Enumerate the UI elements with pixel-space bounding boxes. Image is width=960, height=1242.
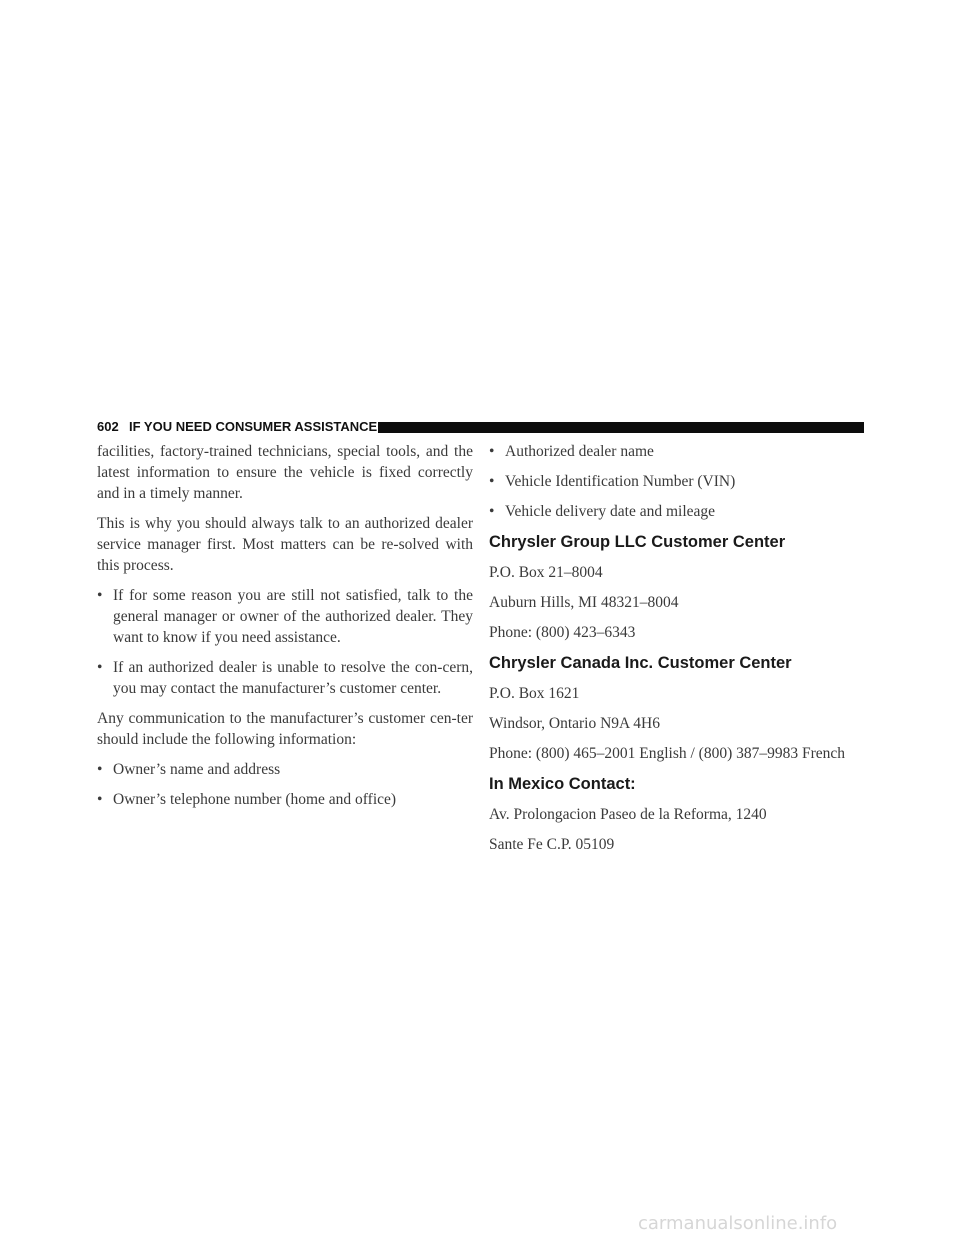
bullet-item: • Vehicle delivery date and mileage <box>489 501 869 522</box>
bullet-item: • If for some reason you are still not satisfied, talk to the general manager or owner of the authorized dealer. They want to know if you need assistance. <box>97 585 473 648</box>
bullet-item: • If an authorized dealer is unable to resolve the con-cern, you may contact the manufacturer’s customer center. <box>97 657 473 699</box>
address-line: Auburn Hills, MI 48321–8004 <box>489 594 679 611</box>
address-line: Av. Prolongacion Paseo de la Reforma, 1240 <box>489 806 767 823</box>
address-line: Windsor, Ontario N9A 4H6 <box>489 715 660 732</box>
left-column <box>97 441 473 810</box>
right-column <box>489 441 869 855</box>
paragraph: Any communication to the manufacturer’s customer cen-ter should include the following information: <box>97 710 473 748</box>
phone-line: Phone: (800) 465–2001 English / (800) 387–9983 French <box>489 745 846 762</box>
header-rule <box>378 422 864 433</box>
address-line: P.O. Box 1621 <box>489 685 580 702</box>
bullet-item: • Vehicle Identification Number (VIN) <box>489 471 869 492</box>
section-title: IF YOU NEED CONSUMER ASSISTANCE <box>129 419 378 434</box>
address-line: P.O. Box 21–8004 <box>489 564 603 581</box>
bullet-item: • Owner’s telephone number (home and office) <box>97 789 473 810</box>
mexico-contact-heading: In Mexico Contact: <box>489 775 636 793</box>
us-center-heading: Chrysler Group LLC Customer Center <box>489 533 786 551</box>
bullet-item: • Owner’s name and address <box>97 759 473 780</box>
page-number: 602 <box>97 419 119 434</box>
page-header <box>97 417 864 437</box>
paragraph: This is why you should always talk to an authorized dealer service manager first. Most matters can be re-solved with this process. <box>97 515 473 574</box>
phone-line: Phone: (800) 423–6343 <box>489 624 636 641</box>
bullet-item: • Authorized dealer name <box>489 441 869 462</box>
address-line: Sante Fe C.P. 05109 <box>489 836 615 853</box>
paragraph: facilities, factory-trained technicians, special tools, and the latest information to ensure the vehicle is fixed correctly and in a timely manner. <box>97 443 473 502</box>
watermark: carmanualsonline.info <box>638 1213 838 1234</box>
canada-center-heading: Chrysler Canada Inc. Customer Center <box>489 654 792 672</box>
